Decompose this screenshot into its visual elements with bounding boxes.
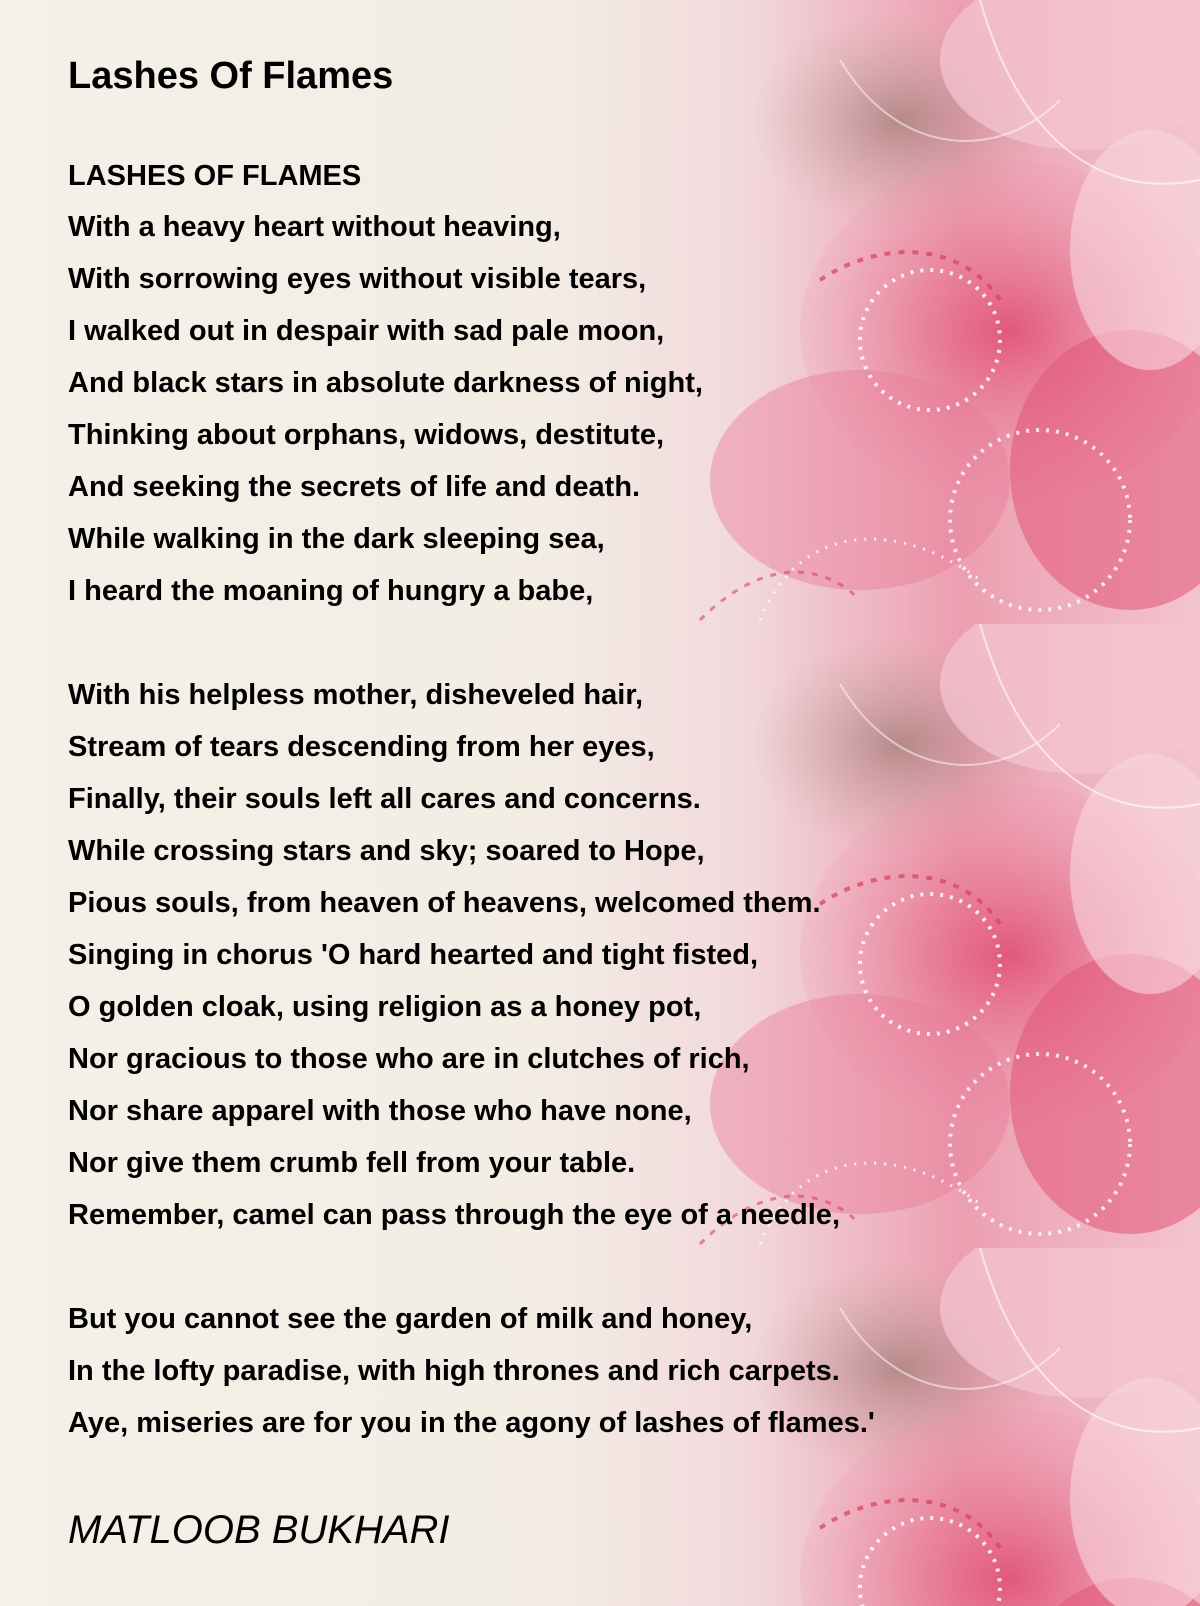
poem-line: Pious souls, from heaven of heavens, welcomed them. [68, 887, 821, 919]
poem-line: And seeking the secrets of life and death. [68, 471, 641, 503]
poem-heading: LASHES OF FLAMES [68, 160, 362, 192]
poem-line: While crossing stars and sky; soared to Hope, [68, 835, 705, 867]
stanza [68, 669, 840, 1241]
poem-line: With a heavy heart without heaving, [68, 211, 561, 243]
poem-line: Stream of tears descending from her eyes, [68, 731, 655, 763]
poem-line: Remember, camel can pass through the eye of a needle, [68, 1199, 840, 1231]
poem-line: And black stars in absolute darkness of night, [68, 367, 703, 399]
poem-line: I walked out in despair with sad pale moon, [68, 315, 665, 347]
poem-line: Singing in chorus 'O hard hearted and tight fisted, [68, 939, 759, 971]
poem-line: I heard the moaning of hungry a babe, [68, 575, 594, 607]
poem-line: While walking in the dark sleeping sea, [68, 523, 605, 555]
stanza [68, 1293, 875, 1449]
author-name: MATLOOB BUKHARI [68, 1508, 450, 1552]
poem-line: Nor gracious to those who are in clutches of rich, [68, 1043, 750, 1075]
stanza [68, 201, 703, 617]
poem-line: O golden cloak, using religion as a honey pot, [68, 991, 702, 1023]
poem-line: Aye, miseries are for you in the agony of lashes of flames.' [68, 1407, 875, 1439]
poem-line: With sorrowing eyes without visible tears, [68, 263, 647, 295]
poem-line: With his helpless mother, disheveled hair, [68, 679, 644, 711]
poem-line: Thinking about orphans, widows, destitute, [68, 419, 665, 451]
poem-title: Lashes Of Flames [68, 55, 394, 97]
poem-line: Finally, their souls left all cares and concerns. [68, 783, 701, 815]
poem-line: But you cannot see the garden of milk and honey, [68, 1303, 753, 1335]
poem-line: Nor give them crumb fell from your table. [68, 1147, 636, 1179]
poem-line: Nor share apparel with those who have none, [68, 1095, 692, 1127]
poem-line: In the lofty paradise, with high thrones and rich carpets. [68, 1355, 840, 1387]
